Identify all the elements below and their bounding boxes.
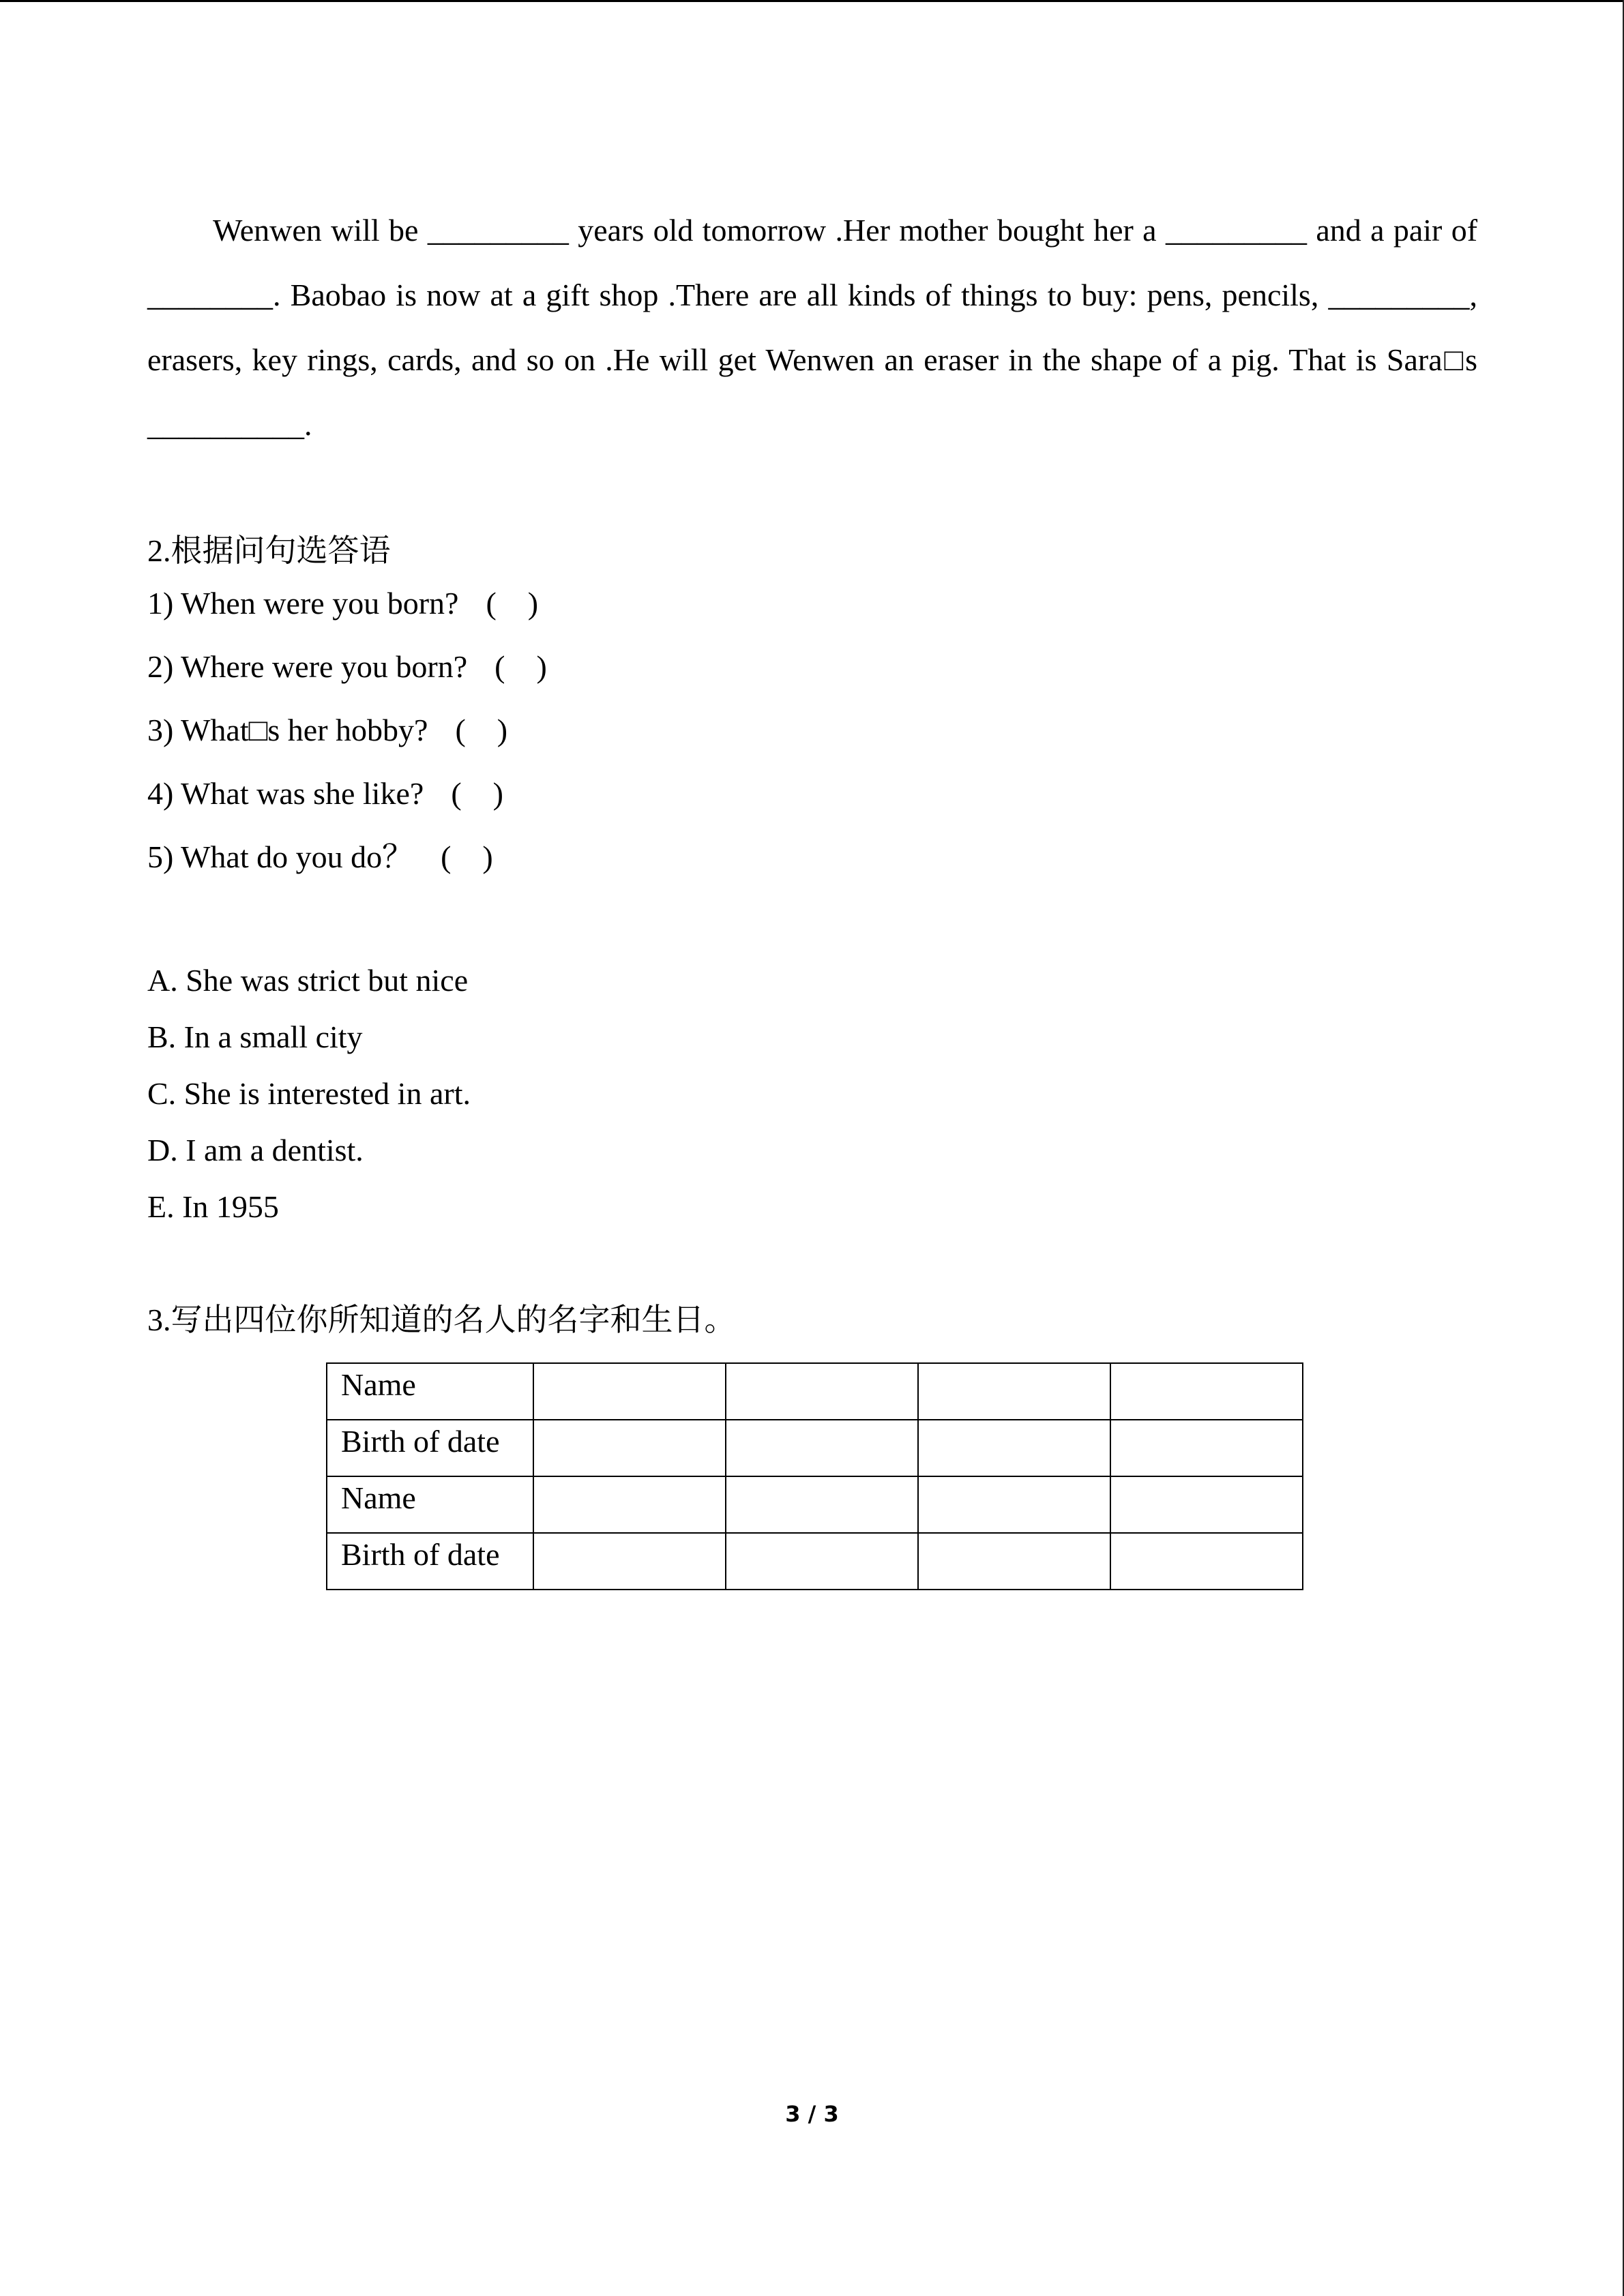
answer-cell[interactable]	[1110, 1420, 1303, 1476]
answer-blank: _________	[1165, 213, 1307, 248]
answer-cell[interactable]	[1110, 1476, 1303, 1533]
passage-text: and a pair of	[1316, 213, 1478, 248]
apostrophe-glyph: □s	[1442, 342, 1477, 377]
answer-cell[interactable]	[533, 1363, 726, 1420]
passage-text: .	[304, 407, 312, 442]
row-label: Birth of date	[327, 1420, 533, 1476]
passage-text: . Baobao is now at a gift shop .There are all kinds of things to buy: pens, pencils,	[273, 278, 1319, 312]
option-list	[147, 960, 471, 1243]
question-text: 1) When were you born?	[147, 586, 459, 621]
question-item	[147, 773, 547, 837]
answer-cell[interactable]	[918, 1420, 1110, 1476]
passage-text: years old tomorrow .Her mother bought her a	[578, 213, 1157, 248]
row-label: Birth of date	[327, 1533, 533, 1590]
celebrity-table	[326, 1362, 1303, 1590]
answer-cell[interactable]	[918, 1533, 1110, 1590]
passage-text: , erasers, key rings, cards, and so on .He will get Wenwen an eraser in the shape of a pig. That is Sara	[147, 278, 1477, 377]
passage-text: Wenwen will be	[213, 213, 419, 248]
answer-cell[interactable]	[918, 1476, 1110, 1533]
section-3-heading: 3.写出四位你所知道的名人的名字和生日。	[147, 1302, 736, 1337]
answer-paren: ( )	[494, 649, 547, 684]
table-row	[327, 1420, 1303, 1476]
answer-blank: ________	[147, 278, 273, 312]
answer-cell[interactable]	[1110, 1363, 1303, 1420]
question-text: 2) Where were you born?	[147, 649, 468, 684]
option-item: E. In 1955	[147, 1189, 279, 1224]
answer-cell[interactable]	[726, 1420, 918, 1476]
question-list	[147, 583, 547, 900]
option-item: B. In a small city	[147, 1019, 363, 1054]
table-row	[327, 1476, 1303, 1533]
question-item	[147, 583, 547, 646]
answer-cell[interactable]	[1110, 1533, 1303, 1590]
answer-paren: ( )	[451, 776, 503, 811]
answer-cell[interactable]	[533, 1476, 726, 1533]
answer-cell[interactable]	[726, 1363, 918, 1420]
answer-paren: ( )	[455, 713, 508, 747]
section-2-heading: 2.根据问句选答语	[147, 533, 391, 568]
question-item	[147, 646, 547, 710]
question-text: 5) What do you do？	[147, 839, 414, 874]
answer-blank: __________	[147, 407, 304, 442]
option-item: D. I am a dentist.	[147, 1133, 364, 1167]
answer-cell[interactable]	[533, 1533, 726, 1590]
question-text: 4) What was she like?	[147, 776, 424, 811]
table-row	[327, 1533, 1303, 1590]
cloze-passage	[147, 198, 1477, 457]
answer-paren: ( )	[441, 839, 493, 874]
answer-blank: _________	[427, 213, 569, 248]
option-item: C. She is interested in art.	[147, 1076, 471, 1111]
table-row	[327, 1363, 1303, 1420]
page-top-border	[0, 0, 1624, 2]
page-number: 3 / 3	[785, 2101, 839, 2127]
option-item: A. She was strict but nice	[147, 963, 469, 998]
row-label: Name	[327, 1363, 533, 1420]
answer-cell[interactable]	[918, 1363, 1110, 1420]
answer-cell[interactable]	[533, 1420, 726, 1476]
question-text: 3) What□s her hobby?	[147, 713, 428, 747]
question-item	[147, 837, 547, 900]
question-item	[147, 710, 547, 773]
answer-blank: _________	[1328, 278, 1470, 312]
answer-cell[interactable]	[726, 1476, 918, 1533]
answer-paren: ( )	[486, 586, 539, 621]
answer-cell[interactable]	[726, 1533, 918, 1590]
row-label: Name	[327, 1476, 533, 1533]
